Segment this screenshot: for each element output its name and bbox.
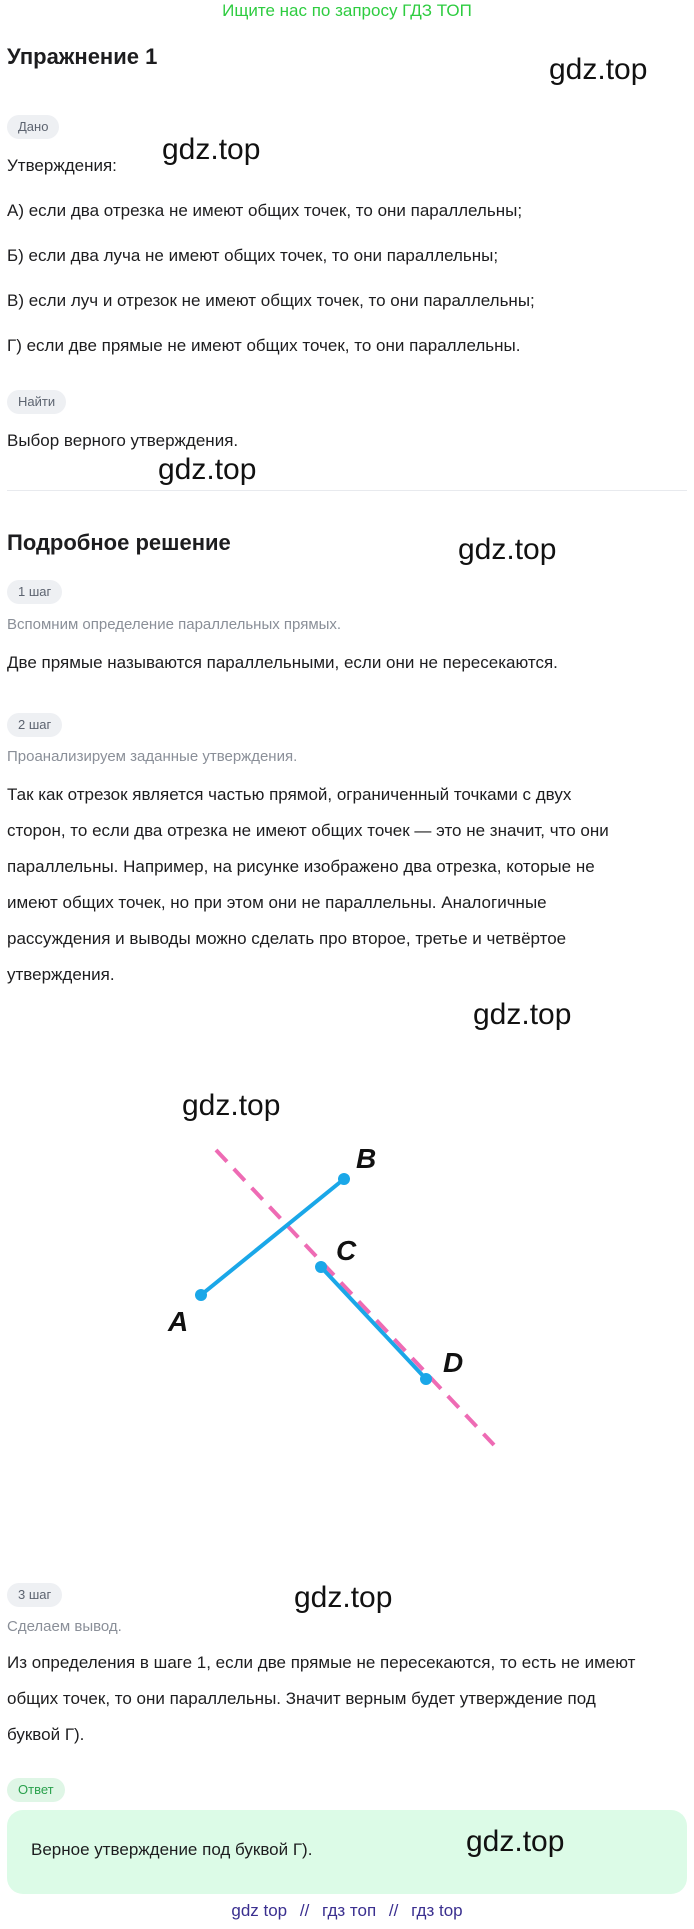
footer-link[interactable]: гдз top [411, 1901, 463, 1920]
step-3-line: буквой Г). [7, 1725, 85, 1744]
step-2-line: сторон, то если два отрезка не имеют общих точек — это не значит, что они [7, 821, 609, 840]
label-d: D [443, 1347, 464, 1378]
step-3-line: Из определения в шаге 1, если две прямые не пересекаются, то есть не имеют [7, 1653, 636, 1672]
footer-link[interactable]: gdz top [231, 1901, 288, 1920]
answer-box [7, 1810, 687, 1894]
exercise-title: Упражнение 1 [7, 44, 158, 69]
given-pill: Дано [7, 115, 59, 139]
label-b: B [356, 1143, 377, 1174]
segment-ab [201, 1179, 344, 1295]
watermark: gdz.top [549, 53, 648, 86]
footer-link[interactable]: гдз топ [322, 1901, 377, 1920]
watermark: gdz.top [182, 1089, 281, 1122]
point-a [195, 1289, 207, 1301]
step-1-caption: Вспомним определение параллельных прямых. [7, 616, 342, 633]
point-b [338, 1173, 350, 1185]
section-divider [7, 490, 687, 491]
watermark: gdz.top [458, 533, 557, 566]
step-2-caption: Проанализируем заданные утверждения. [7, 748, 298, 765]
label-c: C [336, 1235, 357, 1266]
watermark: gdz.top [294, 1581, 393, 1614]
step-1-pill: 1 шаг [7, 580, 62, 604]
solution-title: Подробное решение [7, 530, 231, 555]
step-3-pill: 3 шаг [7, 1583, 62, 1607]
step-1-line: Две прямые называются параллельными, если они не пересекаются. [7, 653, 558, 672]
given-item-c: В) если луч и отрезок не имеют общих точек, то они параллельны; [7, 291, 535, 310]
find-pill: Найти [7, 390, 66, 414]
point-d [420, 1373, 432, 1385]
given-heading: Утверждения: [7, 156, 117, 175]
step-2-line: имеют общих точек, но при этом они не параллельны. Аналогичные [7, 893, 547, 912]
segment-cd [321, 1267, 426, 1379]
step-3-line: общих точек, то они параллельны. Значит верным будет утверждение под [7, 1689, 596, 1708]
given-item-b: Б) если два луча не имеют общих точек, то они параллельны; [7, 246, 499, 265]
segments-figure [0, 1100, 694, 1480]
watermark: gdz.top [162, 133, 261, 166]
dashed-line [216, 1150, 494, 1445]
watermark: gdz.top [466, 1825, 565, 1858]
watermark: gdz.top [158, 453, 257, 486]
step-2-line: утверждения. [7, 965, 115, 984]
step-2-line: рассуждения и выводы можно сделать про второе, третье и четвёртое [7, 929, 567, 948]
given-item-a: А) если два отрезка не имеют общих точек, то они параллельны; [7, 201, 523, 220]
find-text: Выбор верного утверждения. [7, 431, 239, 450]
footer-separator: // [299, 1901, 310, 1920]
promo-banner[interactable]: Ищите нас по запросу ГДЗ ТОП [222, 1, 472, 20]
footer-separator: // [388, 1901, 399, 1920]
watermark: gdz.top [473, 998, 572, 1031]
point-c [315, 1261, 327, 1273]
answer-pill: Ответ [7, 1778, 65, 1802]
answer-text: Верное утверждение под буквой Г). [31, 1840, 313, 1859]
footer-links [0, 1901, 694, 1921]
step-2-line: Так как отрезок является частью прямой, ограниченный точками с двух [7, 785, 572, 804]
given-item-d: Г) если две прямые не имеют общих точек, то они параллельны. [7, 336, 521, 355]
step-2-line: параллельны. Например, на рисунке изображено два отрезка, которые не [7, 857, 595, 876]
label-a: A [168, 1306, 189, 1337]
step-3-caption: Сделаем вывод. [7, 1618, 122, 1635]
step-2-pill: 2 шаг [7, 713, 62, 737]
